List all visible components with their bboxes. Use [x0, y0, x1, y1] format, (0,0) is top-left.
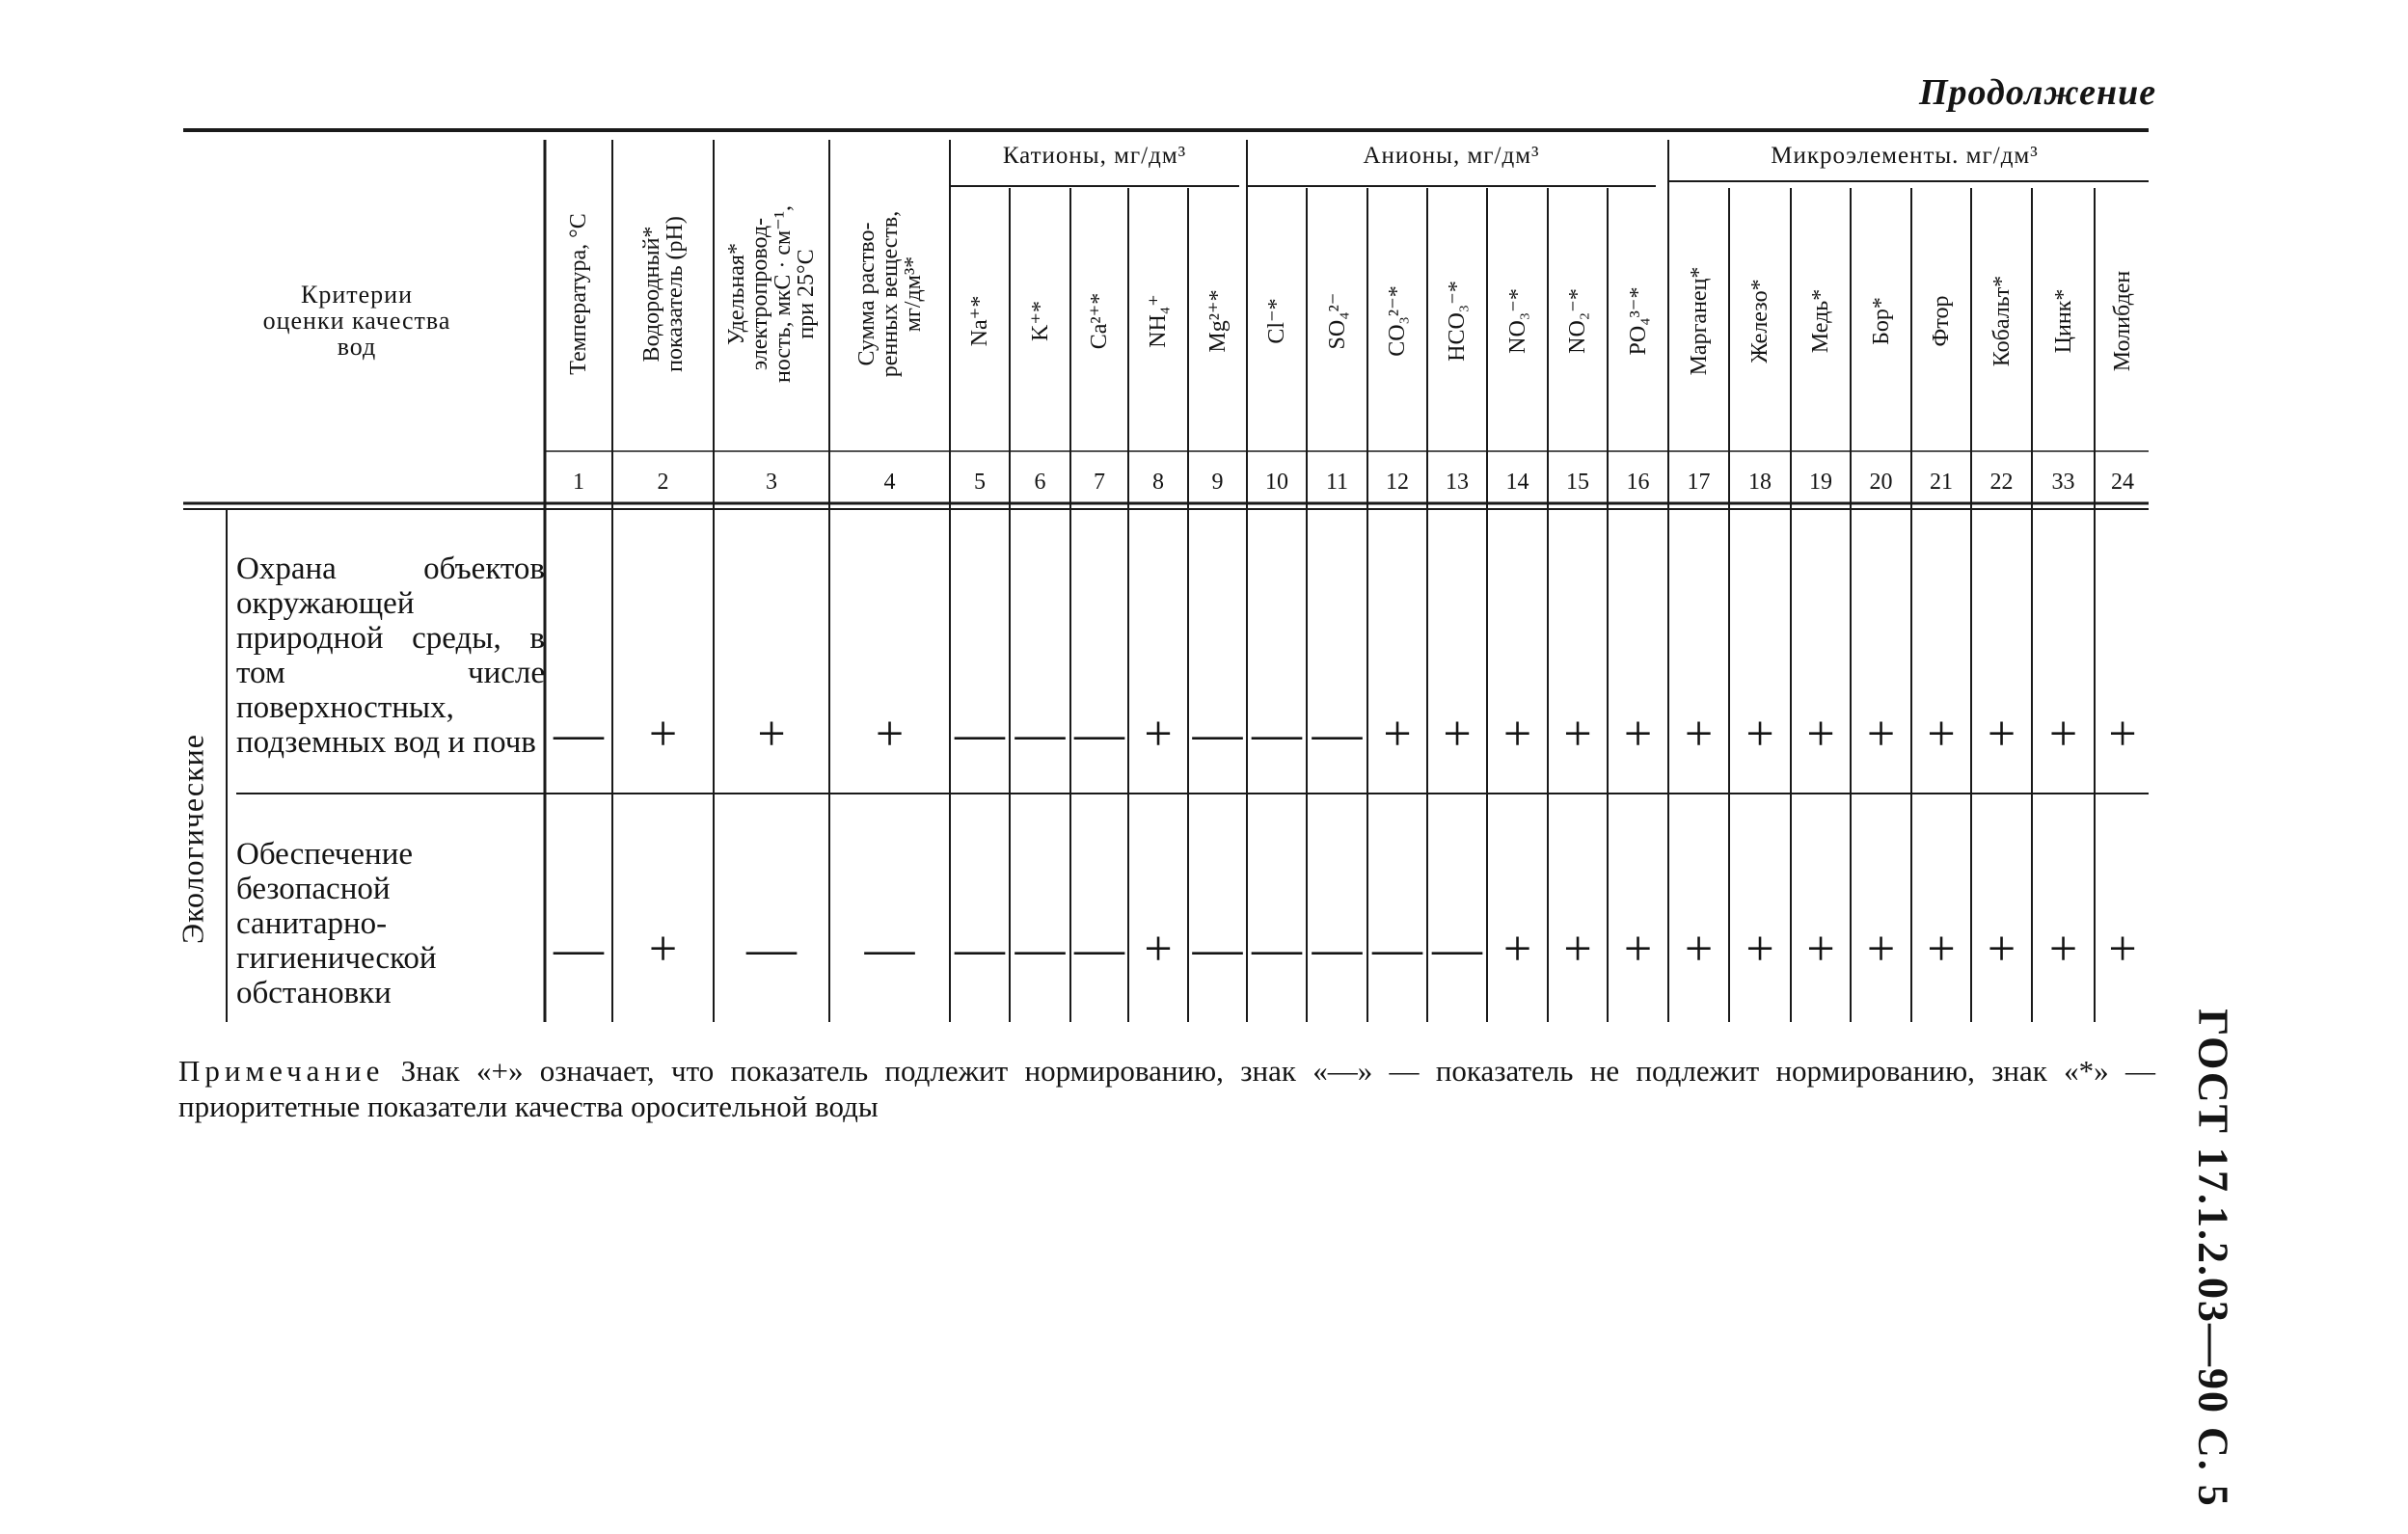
- column-number: 33: [2051, 470, 2075, 495]
- column-header: [1853, 193, 1910, 448]
- column-header-label: Марганец*: [1686, 266, 1712, 375]
- column-number: 4: [883, 470, 896, 495]
- minus-mark: —: [1015, 922, 1066, 977]
- plus-mark: +: [875, 707, 905, 762]
- column-number: 11: [1325, 470, 1349, 495]
- minus-mark: —: [1252, 922, 1302, 977]
- plus-mark: +: [2048, 922, 2078, 977]
- column-header: [1670, 193, 1728, 448]
- column-number: 21: [1930, 470, 1953, 495]
- minus-mark: —: [1432, 922, 1482, 977]
- anions-group-header: Анионы, мг/дм³: [1363, 143, 1540, 169]
- plus-mark: +: [1745, 922, 1774, 977]
- column-number: 16: [1626, 470, 1650, 495]
- column-header-label: HCO₃⁻*: [1445, 280, 1470, 362]
- column-header: [1012, 193, 1069, 448]
- column-header: [1731, 193, 1789, 448]
- minus-mark: —: [1192, 922, 1243, 977]
- column-number: 3: [766, 470, 777, 495]
- plus-mark: +: [1144, 922, 1173, 977]
- plus-mark: +: [1563, 922, 1592, 977]
- column-header: [1428, 193, 1486, 448]
- plus-mark: +: [1987, 922, 2016, 977]
- column-header-label: Медь*: [1808, 288, 1833, 353]
- plus-mark: +: [1443, 707, 1472, 762]
- column-number: 20: [1869, 470, 1893, 495]
- column-header-label: Удельная* электропровод- ность, мкС · см⁻¹, при 25°С: [724, 204, 819, 384]
- column-header: [2035, 193, 2093, 448]
- column-header: [1248, 193, 1306, 448]
- column-number: 1: [573, 470, 584, 495]
- column-number: 18: [1748, 470, 1772, 495]
- minus-mark: —: [955, 707, 1005, 762]
- section-label: Экологические: [175, 733, 210, 945]
- column-header-label: Na⁺*: [967, 295, 992, 346]
- plus-mark: +: [1745, 707, 1774, 762]
- plus-mark: +: [2108, 922, 2137, 977]
- plus-mark: +: [2108, 707, 2137, 762]
- column-header-label: Водородный* показатель (pH): [638, 216, 688, 372]
- column-header: [1489, 193, 1547, 448]
- footnote-text: Знак «+» означает, что показатель подлежит нормированию, знак «—» — показатель не подлежит нормированию, знак «*» — приоритетные показатели качества оросительной воды: [178, 1054, 2155, 1123]
- plus-mark: +: [1383, 707, 1412, 762]
- column-header-label: Температура, °С: [566, 213, 591, 375]
- column-number: 14: [1505, 470, 1529, 495]
- row-label-sanitary: Обеспечение безопасной санитарно-гигиенической обстановки: [236, 837, 437, 1010]
- column-header-label: CO₃²⁻*: [1385, 284, 1410, 357]
- footnote-lead: Примечание: [178, 1054, 385, 1088]
- column-header: [853, 140, 926, 448]
- column-number: 2: [657, 470, 669, 495]
- plus-mark: +: [1623, 707, 1653, 762]
- column-header-label: Молибден: [2110, 270, 2135, 371]
- column-header: [1070, 193, 1128, 448]
- column-header-label: SO₄²⁻: [1324, 292, 1350, 349]
- plus-mark: +: [1502, 922, 1532, 977]
- minus-mark: —: [1074, 707, 1124, 762]
- minus-mark: —: [554, 707, 604, 762]
- minus-mark: —: [1372, 922, 1422, 977]
- column-header: [550, 140, 608, 448]
- plus-mark: +: [1927, 707, 1956, 762]
- plus-mark: +: [1866, 922, 1896, 977]
- plus-mark: +: [648, 707, 678, 762]
- column-number: 6: [1034, 470, 1046, 495]
- column-number: 7: [1094, 470, 1105, 495]
- minus-mark: —: [1015, 707, 1066, 762]
- column-number: 19: [1809, 470, 1832, 495]
- minus-mark: —: [1252, 707, 1302, 762]
- column-header-label: Железо*: [1747, 278, 1772, 363]
- column-header-label: K⁺*: [1027, 300, 1053, 341]
- column-number: 9: [1211, 470, 1224, 495]
- cations-group-header: Катионы, мг/дм³: [1002, 143, 1187, 169]
- column-header: [951, 193, 1009, 448]
- plus-mark: +: [1502, 707, 1532, 762]
- column-header: [1973, 193, 2031, 448]
- column-header: [1309, 193, 1366, 448]
- minus-mark: —: [1192, 707, 1243, 762]
- column-number: 17: [1687, 470, 1711, 495]
- row-label-environment: Охрана объектов окружающей природной среды, в том числе поверхностных, подземных вод и почв: [236, 552, 545, 760]
- column-header: [724, 140, 819, 448]
- plus-mark: +: [1144, 707, 1173, 762]
- column-number: 5: [974, 470, 986, 495]
- standard-code: ГОСТ 17.1.2.03—90 С. 5: [2189, 1009, 2237, 1508]
- column-number: 24: [2111, 470, 2134, 495]
- column-header-label: Cl⁻*: [1264, 297, 1289, 344]
- column-header-label: Сумма раство- ренных веществ, мг/дм³*: [853, 210, 926, 378]
- column-header-label: Бор*: [1868, 296, 1894, 345]
- column-header: [1129, 193, 1187, 448]
- column-header: [1610, 193, 1667, 448]
- minus-mark: —: [1312, 922, 1363, 977]
- column-header-label: NO₃⁻*: [1504, 287, 1530, 354]
- column-header-label: Кобальт*: [1989, 275, 2015, 366]
- footnote: [178, 1053, 2155, 1124]
- minus-mark: —: [1312, 707, 1363, 762]
- column-number: 8: [1152, 470, 1164, 495]
- plus-mark: +: [1806, 922, 1835, 977]
- column-number: 12: [1386, 470, 1409, 495]
- column-header: [1189, 193, 1247, 448]
- minus-mark: —: [554, 922, 604, 977]
- column-number: 15: [1566, 470, 1589, 495]
- plus-mark: +: [1684, 707, 1714, 762]
- column-header: [1368, 193, 1426, 448]
- plus-mark: +: [648, 922, 678, 977]
- column-header: [1549, 193, 1607, 448]
- plus-mark: +: [1927, 922, 1956, 977]
- column-header: [1912, 193, 1970, 448]
- plus-mark: +: [1987, 707, 2016, 762]
- column-header: [1792, 193, 1850, 448]
- plus-mark: +: [2048, 707, 2078, 762]
- column-number: 13: [1446, 470, 1469, 495]
- minus-mark: —: [955, 922, 1005, 977]
- minus-mark: —: [1074, 922, 1124, 977]
- continuation-label: Продолжение: [1919, 72, 2157, 113]
- plus-mark: +: [1866, 707, 1896, 762]
- plus-mark: +: [757, 707, 786, 762]
- minus-mark: —: [746, 922, 797, 977]
- plus-mark: +: [1684, 922, 1714, 977]
- criteria-header: Критерии оценки качества вод: [262, 281, 451, 361]
- column-header-label: Цинк*: [2050, 288, 2076, 353]
- column-header-label: PO₄³⁻*: [1625, 286, 1651, 355]
- column-header: [2094, 193, 2151, 448]
- column-header: [635, 140, 692, 448]
- plus-mark: +: [1623, 922, 1653, 977]
- column-number: 22: [1989, 470, 2014, 495]
- minus-mark: —: [864, 922, 915, 977]
- column-number: 10: [1265, 470, 1288, 495]
- column-header-label: Mg²⁺*: [1204, 288, 1231, 353]
- plus-mark: +: [1563, 707, 1592, 762]
- column-header-label: Ca²⁺*: [1087, 292, 1112, 349]
- plus-mark: +: [1806, 707, 1835, 762]
- column-header-label: NO₂⁻*: [1565, 287, 1590, 354]
- column-header-label: Фтор: [1929, 294, 1954, 347]
- micro-group-header: Микроэлементы. мг/дм³: [1771, 143, 2039, 169]
- column-header-label: NH₄⁺: [1146, 293, 1171, 348]
